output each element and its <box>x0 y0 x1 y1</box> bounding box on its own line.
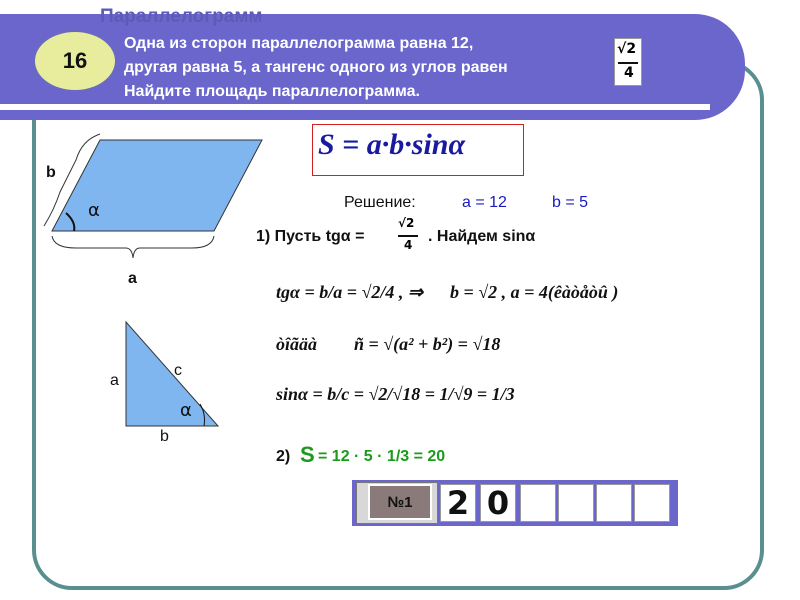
step2-result: = 12 · 5 · 1/3 = 20 <box>318 448 446 465</box>
equation-2-word: òîãäà <box>276 334 318 354</box>
tangent-fraction <box>614 38 642 86</box>
solution-b: b = 5 <box>552 194 589 211</box>
fraction-bar <box>618 62 638 64</box>
label-side-a: a <box>128 270 137 287</box>
problem-text <box>124 32 614 104</box>
banner-divider <box>0 104 710 110</box>
answer-cell-2[interactable]: 0 <box>480 484 516 522</box>
equation-1b: b = √2 , a = 4(êàòåòû ) <box>450 282 619 302</box>
tangent-numerator: √2 <box>617 41 637 57</box>
triangle-label-c: c <box>174 362 182 379</box>
step2-prefix: 2) <box>276 448 291 465</box>
answer-cell-1[interactable]: 2 <box>440 484 476 522</box>
answer-cell-4[interactable] <box>558 484 594 522</box>
parallelogram-figure <box>36 130 286 290</box>
tangent-denominator: 4 <box>624 65 634 81</box>
triangle-label-alpha: α <box>180 400 192 421</box>
problem-line-1: Одна из сторон параллелограмма равна 12, <box>124 35 474 52</box>
answer-cell-6[interactable] <box>634 484 670 522</box>
label-side-b: b <box>46 164 56 181</box>
step1-fraction <box>398 216 422 256</box>
task-number-badge: 16 <box>33 30 117 92</box>
problem-line-3: Найдите площадь параллелограмма. <box>124 83 420 100</box>
step1-fraction-num: √2 <box>398 216 415 230</box>
solution-label: Решение: <box>344 194 416 211</box>
problem-line-2: другая равна 5, а тангенс одного из углов равен <box>124 59 508 76</box>
label-angle-alpha: α <box>88 200 100 221</box>
answer-label: №1 <box>368 484 432 520</box>
triangle-label-a: a <box>110 372 119 389</box>
triangle-shape <box>126 322 218 426</box>
equation-2: ñ = √(a² + b²) = √18 <box>354 334 501 354</box>
equation-3: sinα = b/c = √2/√18 = 1/√9 = 1/3 <box>276 384 515 404</box>
step1-prefix: 1) Пусть tgα = <box>256 228 365 245</box>
step1-suffix: . Найдем sinα <box>428 228 536 245</box>
solution-a: a = 12 <box>462 194 507 211</box>
area-formula: S = a·b·sinα <box>318 128 466 161</box>
step1-fraction-den: 4 <box>404 238 413 252</box>
answer-cell-3[interactable] <box>520 484 556 522</box>
step1-fraction-bar <box>398 235 418 237</box>
step2-S: S <box>300 442 315 467</box>
brace-a <box>52 236 214 258</box>
equation-1: tgα = b/a = √2/4 , ⇒ <box>276 282 423 302</box>
page-title: Параллелограмм <box>100 6 263 27</box>
parallelogram-shape <box>52 140 262 231</box>
answer-cell-5[interactable] <box>596 484 632 522</box>
triangle-label-b: b <box>160 428 169 445</box>
